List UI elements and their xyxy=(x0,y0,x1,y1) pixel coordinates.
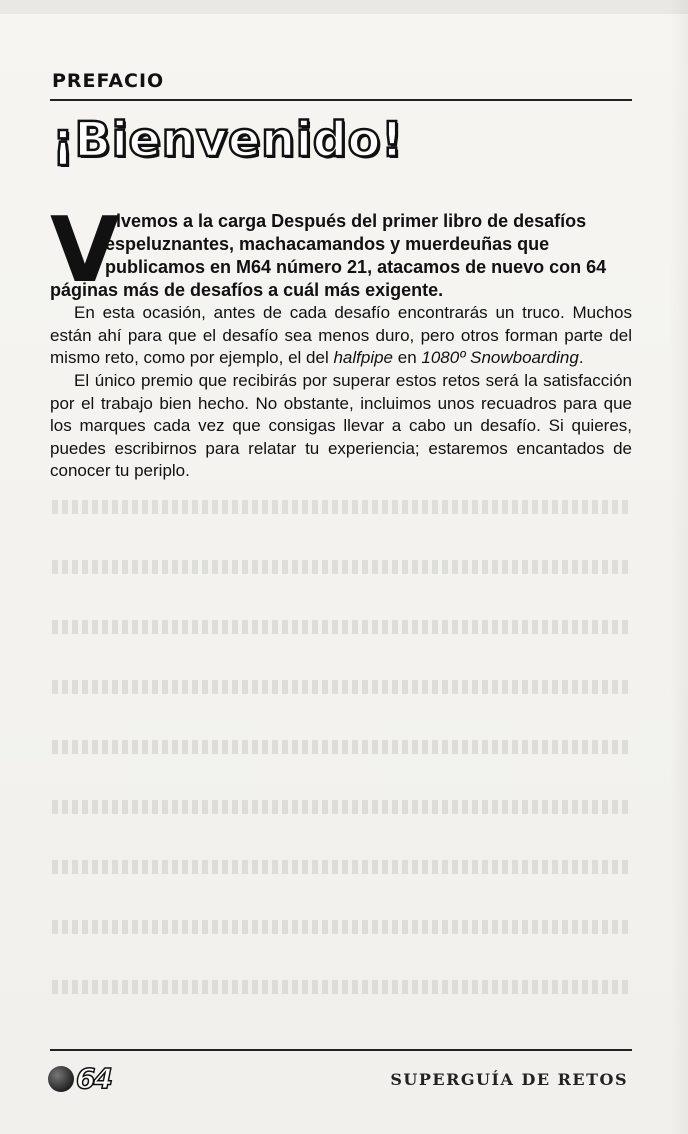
paragraph-2-text: El único premio que recibirás por superar estos retos será la satisfacción por el trabajo bien hecho. No obstante, incluimos unos recuadros para que los marques cada vez que consigas llevar a cabo un desafío. Si quieres, puedes escribirnos para relatar tu experiencia; estaremos encantados de conocer tu periplo. xyxy=(50,371,632,481)
paragraph-2 xyxy=(50,370,632,483)
page-title: ¡Bienvenido! xyxy=(52,112,404,168)
bleed-through-text xyxy=(52,560,632,574)
header-divider xyxy=(50,99,632,101)
drop-cap: V xyxy=(50,198,120,303)
magazine-logo: 64 xyxy=(76,1062,111,1095)
footer-divider xyxy=(50,1049,632,1051)
bleed-through-text xyxy=(52,920,632,934)
footer-title: SUPERGUÍA DE RETOS xyxy=(390,1070,628,1089)
intro-lead: olvemos a la carga Después del primer libro de desafíos espeluznantes, machacamandos y muerdeuñas que publicamos en M64 número 21, atacamos de nuevo con 64 xyxy=(105,211,607,277)
bleed-through-text xyxy=(52,800,632,814)
section-label: PREFACIO xyxy=(52,70,165,92)
bleed-through-text xyxy=(52,500,632,514)
paragraph-1-text-a: En esta ocasión, antes de cada desafío encontrarás un truco. Muchos están ahí para que el desafío sea menos duro, pero otros forman parte del mismo reto, como por ejemplo, el del xyxy=(50,303,632,368)
paragraph-1-text-c: . xyxy=(578,348,584,368)
bleed-through-text xyxy=(52,860,632,874)
bleed-through-text xyxy=(52,740,632,754)
paragraph-1-text-b: en xyxy=(393,348,422,368)
paragraph-1-emphasis-halfpipe: halfpipe xyxy=(333,348,394,368)
intro-lead-end: páginas más de desafíos a cuál más exigente. xyxy=(50,280,444,300)
paragraph-1 xyxy=(50,302,632,370)
bleed-through-text xyxy=(52,980,632,994)
bleed-through-text xyxy=(52,620,632,634)
bullet-icon xyxy=(48,1066,74,1092)
bleed-through-text xyxy=(52,680,632,694)
paragraph-1-emphasis-game: 1080º Snowboarding xyxy=(421,348,579,368)
